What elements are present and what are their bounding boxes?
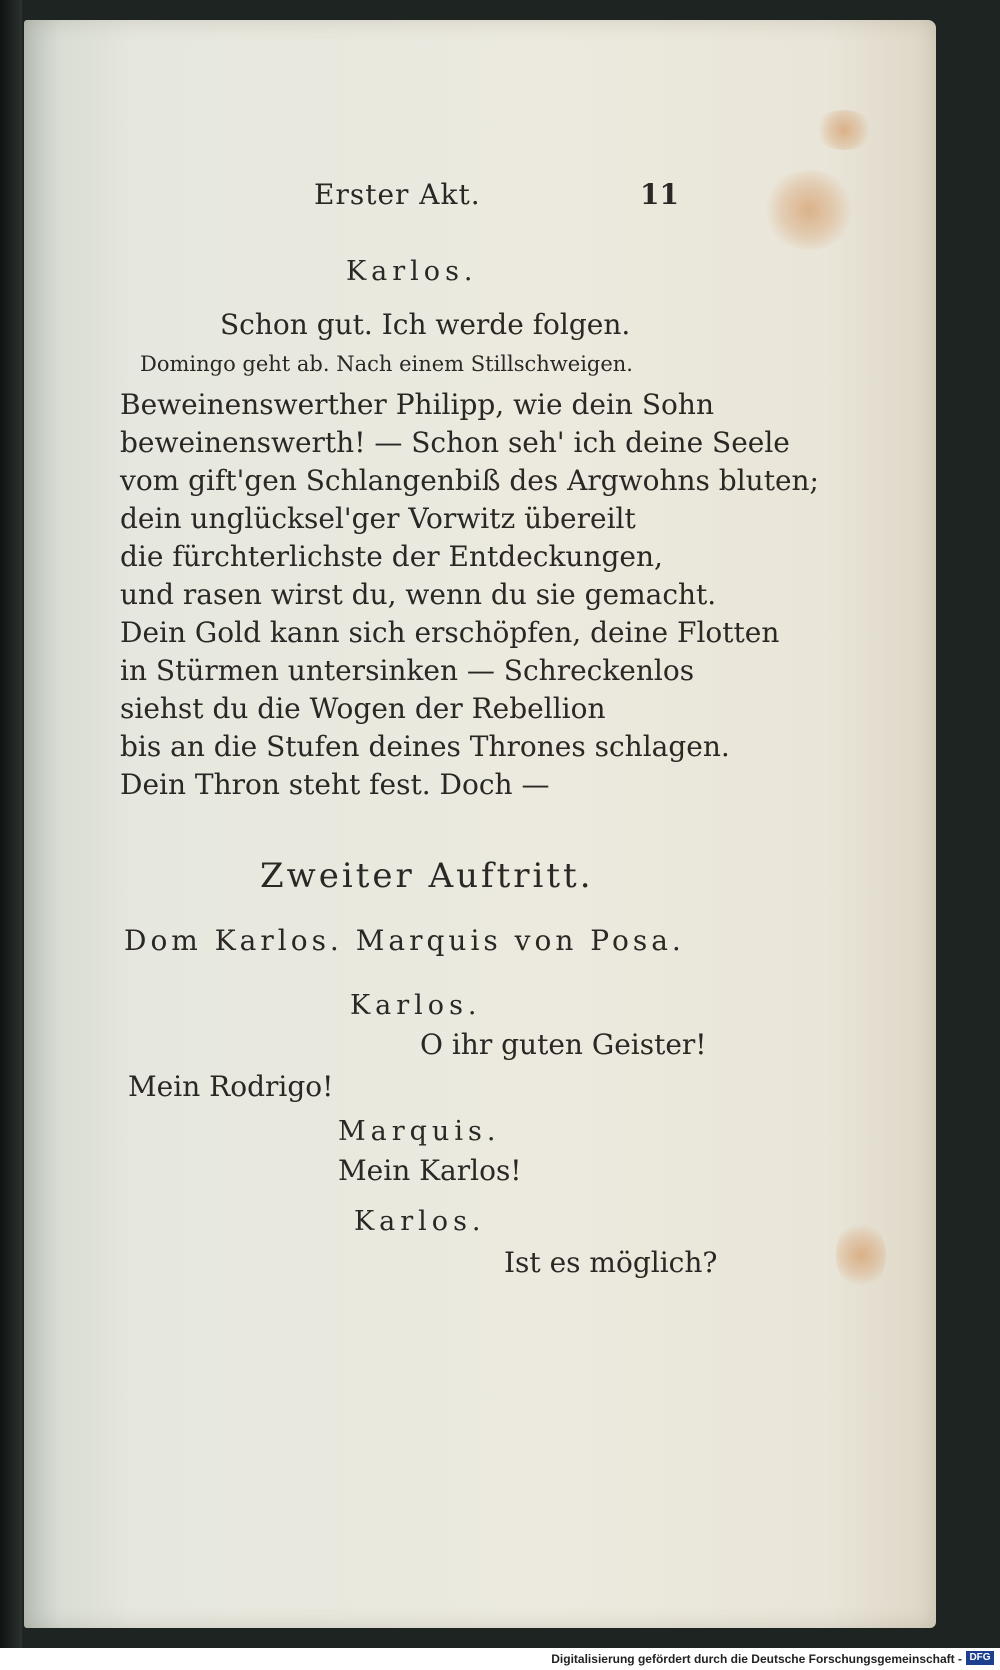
stage-direction: Domingo geht ab. Nach einem Stillschweigen.: [140, 352, 633, 376]
verse-line: Beweinenswerther Philipp, wie dein Sohn: [120, 388, 714, 421]
foxing-stain: [764, 170, 854, 250]
book-spine: [0, 0, 22, 1648]
verse-line: Dein Thron steht fest. Doch —: [120, 768, 550, 801]
speaker-name: Karlos.: [346, 256, 478, 287]
verse-line: Dein Gold kann sich erschöpfen, deine Flotten: [120, 616, 780, 649]
speech-line: Schon gut. Ich werde folgen.: [220, 308, 631, 341]
speech-line: O ihr guten Geister!: [420, 1028, 707, 1061]
cast-list: Dom Karlos. Marquis von Posa.: [124, 924, 685, 957]
speaker-name: Marquis.: [338, 1116, 501, 1147]
running-head: Erster Akt.: [314, 178, 481, 211]
foxing-stain: [836, 1220, 886, 1290]
verse-line: dein unglücksel'ger Vorwitz übereilt: [120, 502, 636, 535]
speech-line: Mein Rodrigo!: [128, 1070, 334, 1103]
verse-line: siehst du die Wogen der Rebellion: [120, 692, 606, 725]
scene-title: Zweiter Auftritt.: [260, 856, 594, 896]
page-number: 11: [640, 178, 679, 211]
verse-line: die fürchterlichste der Entdeckungen,: [120, 540, 663, 573]
verse-line: in Stürmen untersinken — Schreckenlos: [120, 654, 695, 687]
book-page: [24, 20, 936, 1628]
verse-line: bis an die Stufen deines Thrones schlagen.: [120, 730, 730, 763]
verse-line: vom gift'gen Schlangenbiß des Argwohns bluten;: [120, 464, 819, 497]
verse-line: beweinenswerth! — Schon seh' ich deine Seele: [120, 426, 790, 459]
digitization-credit: Digitalisierung gefördert durch die Deutsche Forschungsgemeinschaft -: [551, 1652, 962, 1666]
speech-line: Mein Karlos!: [338, 1154, 522, 1187]
speaker-name: Karlos.: [350, 990, 482, 1021]
verse-line: und rasen wirst du, wenn du sie gemacht.: [120, 578, 717, 611]
dfg-logo: DFG: [966, 1651, 994, 1665]
speaker-name: Karlos.: [354, 1206, 486, 1237]
speech-line: Ist es möglich?: [504, 1246, 718, 1279]
foxing-stain: [814, 110, 874, 150]
